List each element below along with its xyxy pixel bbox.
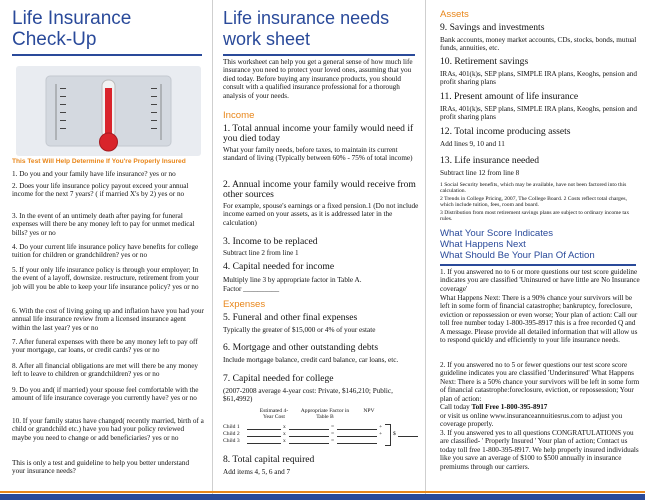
score-result-3: 3. If you answered yes to all questions CONGRATULATIONS you are classified- ' Properly Insured ' Your plan of action; Contact us today toll free 1-800-395-8917. We help properly insured individuals like you save an average of $100 to $500 annually in insurance premiums through our carriers. <box>440 429 639 471</box>
section-1-title: 1. Total annual income your family would need if you died today <box>223 123 414 145</box>
title-rule <box>12 54 202 56</box>
section-7-title: 7. Capital needed for college <box>223 373 334 384</box>
section-5-title: 5. Funeral and other final expenses <box>223 312 358 323</box>
question-4: 4. Do your current life insurance policy have benefits for college tuition for children or grandchildren? yes or no <box>12 243 199 260</box>
section-4-title: 4. Capital needed for income <box>223 261 335 272</box>
factor-field: Factor __________ <box>223 285 280 293</box>
question-5: 5. If your only life insurance policy is through your employer; In the event of a layoff, downsize. restructure, retirement from your job will you be able to keep your life insurance policy? yes or no <box>12 266 199 291</box>
table-head-cost: Estimated 4-Year Cost <box>259 408 289 421</box>
section-3-title: 3. Income to be replaced <box>223 236 318 247</box>
section-9-title: 9. Savings and investments <box>440 22 545 33</box>
table-row: Child 2 x = + $ <box>223 431 419 438</box>
section-6-body: Include mortgage balance, credit card balance, car loans, etc. <box>223 356 399 364</box>
section-8-body: Add items 4, 5, 6 and 7 <box>223 468 291 476</box>
table-head-factor: Appropriate Factor in Table B <box>300 408 350 421</box>
checkup-closing: This is only a test and guideline to help you better understand your insurance needs? <box>12 459 190 476</box>
section-11-title: 11. Present amount of life insurance <box>440 91 579 102</box>
score-heading-2: What Happens Next <box>440 239 526 250</box>
section-10-title: 10. Retirement savings <box>440 56 529 67</box>
question-10: 10. If your family status have changed( recently married, birth of a child or grandchild etc.) have you had your policy reviewed maybe you need to change or add beneficiaries? yes or no <box>12 417 204 442</box>
footnote-3: 3 Distribution from most retirement savings plans are subject to ordinary income tax rules. <box>440 210 630 223</box>
section-9-body: Bank accounts, money market accounts, CDs, stocks, bonds, mutual funds, annuities, etc. <box>440 36 637 53</box>
question-7: 7. After funeral expenses with there be any money left to pay off your mortgage, car loans, or credit cards? yes or no <box>12 338 198 355</box>
section-10-body: IRAs, 401(k)s, SEP plans, SIMPLE IRA plans, Keoghs, pension and profit sharing plans <box>440 70 637 87</box>
score-result-2: 2. If you answered no to 5 or fewer questions our test score score guideline indicates you are classified 'Underinsured' What Happens Next: There is a 50% chance your survivors will be left in some form of financial catastrophe:foreclosure, eviction, or repossession; Your plan of action: <box>440 361 640 403</box>
expenses-heading: Expenses <box>223 299 266 310</box>
checkup-title: Life Insurance Check-Up <box>12 8 132 50</box>
section-11-body: IRAs, 401(k)s, SEP plans, SIMPLE IRA plans, Keoghs, pension and profit sharing plans <box>440 105 637 122</box>
worksheet-title: Life insurance needs work sheet <box>223 8 390 49</box>
column-divider <box>212 0 213 500</box>
section-4-body: Multiply line 3 by appropriate factor in Table A. <box>223 276 362 284</box>
worksheet-intro: This worksheet can help you get a general sense of how much life insurance you need to protect your loved ones, assuming that you died today. Before buying any insurance products, you should consult with a qualified insurance professional for a thorough analysis of your needs. <box>223 58 413 100</box>
question-6: 6. With the cost of living going up and inflation have you had your annual life insurance review from a licensed insurance agent within the last year? yes or no <box>12 307 205 332</box>
table-row: Child 1 x = + <box>223 424 383 430</box>
section-3-body: Subtract line 2 from line 1 <box>223 249 299 257</box>
column-divider <box>425 0 426 500</box>
table-bracket <box>385 424 391 446</box>
footnote-1: 1 Social Security benefits, which may be available, have not been factored into this calculation. <box>440 182 627 195</box>
footer-accent-line <box>0 491 645 493</box>
section-5-body: Typically the greater of $15,000 or 4% of your estate <box>223 326 376 334</box>
website-line: or visit us online www.insuranceannuitiesrus.com to adjust you coverage properly. <box>440 412 623 429</box>
question-9: 9. Do you and( if married) your spouse feel comfortable with the amount of life insurance coverage you currently have? yes or no <box>12 386 199 403</box>
section-2-title: 2. Annual income your family would receive from other sources <box>223 179 416 201</box>
section-13-body: Subtract line 12 from line 8 <box>440 169 520 177</box>
college-table <box>223 424 419 445</box>
question-8: 8. After all financial obligations are met will there be any money left to leave to children or grandchildren? yes or no <box>12 362 199 379</box>
section-8-title: 8. Total capital required <box>223 454 315 465</box>
toll-free-number[interactable]: Toll Free 1-800-395-8917 <box>471 403 548 411</box>
section-6-title: 6. Mortgage and other outstanding debts <box>223 342 379 353</box>
income-heading: Income <box>223 110 255 121</box>
score-result-1-detail: What Happens Next: There is a 90% chance your survivors will be left in some form of financial catastrophe; bankruptcy, foreclosure, eviction or repossession or even worse; Your plan of action: Call our toll free number today 1-800-395-8917 this is a free recorded Q and A message. Please provide all detailed information that will allow us to respond quickly and efficiently to your life insurance needs. <box>440 294 638 345</box>
section-12-title: 12. Total income producing assets <box>440 126 571 137</box>
question-1: 1. Do you and your family have life insurance? yes or no <box>12 170 176 178</box>
section-12-body: Add lines 9, 10 and 11 <box>440 140 505 148</box>
section-1-body: What your family needs, before taxes, to maintain its current standard of living (Typically between 60% - 75% of total income) <box>223 146 413 163</box>
section-13-title: 13. Life insurance needed <box>440 155 540 166</box>
score-heading-3: What Should Be Your Plan Of Action <box>440 250 595 261</box>
call-today-line: Call today Toll Free 1-800-395-8917 <box>440 403 548 411</box>
table-row: Child 3 x = <box>223 438 419 445</box>
checkup-subhead: This Test Will Help Determine If You're Properly Insured <box>12 158 186 165</box>
question-2: 2. Does your life insurance policy payout exceed your annual income for the next 7 years? ( if married X's by 2) yes or no <box>12 182 189 199</box>
thermometer-image <box>16 66 201 156</box>
footnote-2: 2 Trends in College Pricing, 2007, The College Board. 2 Costs reflect total charges, which include tuition, fees, room and board. <box>440 196 628 209</box>
score-rule <box>440 264 636 266</box>
footer-bar <box>0 494 645 500</box>
table-head-npv: NPV <box>363 408 375 414</box>
assets-heading: Assets <box>440 9 469 20</box>
title-rule <box>223 54 415 56</box>
question-3: 3. In the event of an untimely death after paying for funeral expenses will there be any money left to pay for unmet medical bills? yes or no <box>12 212 195 237</box>
section-2-body: For example, spouse's earnings or a fixed pension.1 (Do not include income earned on your assets, as it is addressed later in the calculation) <box>223 202 419 227</box>
section-7-body: (2007-2008 average 4-year cost: Private, $146,210; Public, $61,4992) <box>223 387 393 404</box>
score-result-1: 1. If you answered no to 6 or more questions our test score guideline indicates you are classified 'Uninsured or have little are No Insurance coverage' <box>440 268 640 293</box>
score-heading-1: What Your Score Indicates <box>440 228 554 239</box>
